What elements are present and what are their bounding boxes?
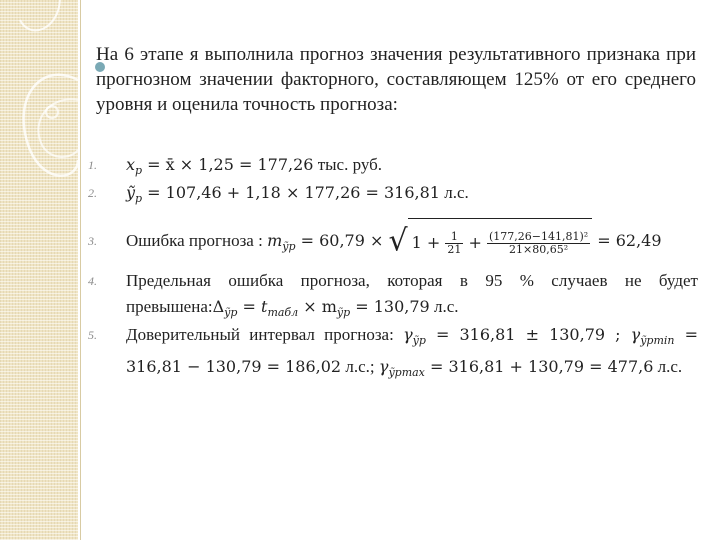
formula-sub: ỹp (336, 306, 351, 319)
formula-equation: = x̄ × 1,25 = 177,26 (142, 155, 314, 174)
decorative-sidebar (0, 0, 78, 540)
item-number: 3. (88, 234, 97, 248)
formula-sub: p (135, 164, 143, 177)
swirl-ornament-icon (0, 0, 78, 540)
formula-equation: = 316,81 + 130,79 = 477,6 (424, 357, 654, 376)
fraction-numerator: 1 (445, 231, 463, 244)
formula-unit: л.с. (653, 357, 683, 376)
formula-result: = 62,49 (592, 231, 662, 250)
sidebar-divider (80, 0, 81, 540)
formula-unit: л.с.; (341, 357, 379, 376)
item-number: 5. (88, 328, 97, 342)
formula-term: + (463, 233, 487, 252)
item-content (126, 268, 698, 326)
formula-var: γ (403, 325, 413, 344)
item-number: 4. (88, 274, 97, 288)
formula-sub: табл (267, 306, 299, 319)
formula-sub: ỹpmin (640, 334, 675, 347)
formula-sub: ỹp (224, 306, 238, 319)
item-text: Предельная ошибка прогноза, которая в 95 % случаев не будет (126, 271, 698, 290)
item-number: 1. (88, 158, 97, 172)
formula-unit: л.с. (439, 183, 469, 202)
item-content (126, 322, 698, 386)
formula-sub: ỹp (282, 240, 296, 253)
fraction-denominator: 21×80,65² (508, 243, 569, 256)
formula-var: γ (630, 325, 641, 344)
formula-unit: тыс. руб. (313, 155, 383, 174)
formula-equation: = (674, 325, 698, 344)
formula-equation: × m (298, 297, 337, 316)
item-number: 2. (88, 186, 97, 200)
item-text: превышена: (126, 297, 213, 316)
sqrt-symbol: √ 1 + $\frac{1}{21}$ + $\frac{\text{(177,26−141,81)²}}{\text{21×80,65²}}$ (388, 218, 592, 265)
fraction-denominator: 21 (447, 243, 462, 256)
item-label: Ошибка прогноза : (126, 231, 268, 250)
formula-var: x (126, 155, 136, 174)
formula-equation: = 60,79 × (295, 231, 389, 250)
formula-var: Δ (212, 297, 225, 316)
item-content (126, 218, 698, 269)
formula-equation: = 107,46 + 1,18 × 177,26 = 316,81 (142, 183, 440, 202)
formula-term: 1 + (411, 233, 446, 252)
formula-var: m (267, 231, 283, 250)
formula-equation: = 130,79 (350, 297, 430, 316)
formula-sub: ỹpmax (388, 366, 425, 379)
formula-sub: ỹp (412, 334, 426, 347)
formula-equation: = t (237, 297, 268, 316)
item-label: Доверительный интервал прогноза: (126, 325, 404, 344)
formula-var: ỹ (126, 183, 136, 202)
fraction-numerator: (177,26−141,81)² (488, 230, 589, 243)
formula-equation: = 316,81 ± 130,79 ; (425, 325, 631, 344)
formula-var: γ (378, 357, 389, 376)
item-content (126, 180, 698, 212)
formula-sub: p (135, 192, 143, 205)
formula-unit: л.с. (429, 297, 459, 316)
intro-paragraph: На 6 этапе я выполнила прогноз значения результативного признака при прогнозном значении факторного, составляющем 125% от его среднего уровня и оценила точность прогноза: (96, 44, 696, 115)
formula-equation: 316,81 − 130,79 = 186,02 (126, 357, 342, 376)
